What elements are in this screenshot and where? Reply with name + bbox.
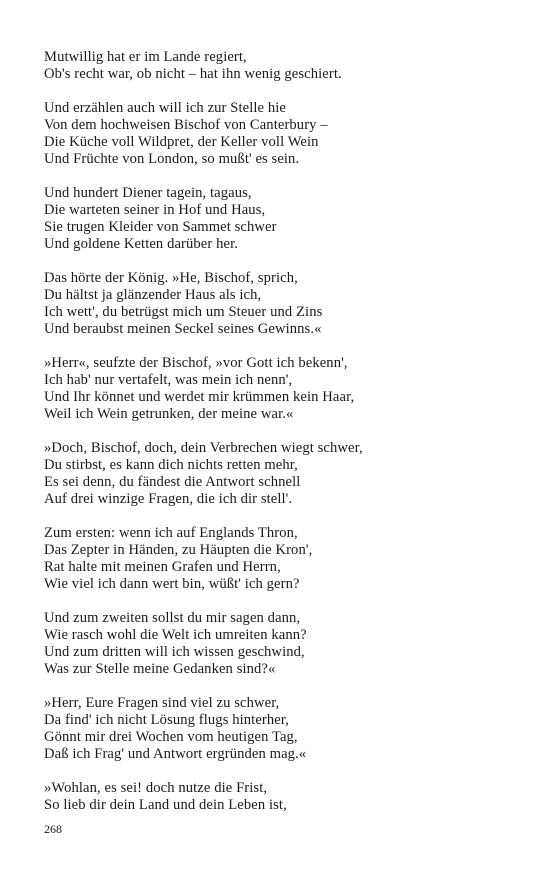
- poem-line: Sie trugen Kleider von Sammet schwer: [44, 219, 277, 235]
- poem-line: Und beraubst meinen Seckel seines Gewinns.«: [44, 321, 322, 337]
- poem-line: »Wohlan, es sei! doch nutze die Frist,: [44, 780, 268, 796]
- stanza: [44, 780, 514, 814]
- stanza: [44, 185, 514, 253]
- poem-line: Was zur Stelle meine Gedanken sind?«: [44, 661, 276, 677]
- poem-line: Da find' ich nicht Lösung flugs hinterher,: [44, 712, 289, 728]
- poem-line: Und Früchte von London, so mußt' es sein.: [44, 151, 300, 167]
- poem-line: »Herr«, seufzte der Bischof, »vor Gott ich bekenn',: [44, 355, 348, 371]
- poem-line: Von dem hochweisen Bischof von Canterbury –: [44, 117, 328, 133]
- stanza: [44, 695, 514, 763]
- poem-line: Ob's recht war, ob nicht – hat ihn wenig geschiert.: [44, 66, 342, 82]
- poem-line: Wie viel ich dann wert bin, wüßt' ich gern?: [44, 576, 300, 592]
- poem-line: Und zum dritten will ich wissen geschwind,: [44, 644, 305, 660]
- poem-line: Und zum zweiten sollst du mir sagen dann,: [44, 610, 301, 626]
- poem-line: Ich hab' nur vertafelt, was mein ich nenn',: [44, 372, 293, 388]
- page-number: 268: [44, 822, 62, 836]
- stanza: [44, 355, 514, 423]
- poem-line: Und goldene Ketten darüber her.: [44, 236, 238, 252]
- stanza: [44, 270, 514, 338]
- poem-line: Zum ersten: wenn ich auf Englands Thron,: [44, 525, 298, 541]
- poem-line: »Doch, Bischof, doch, dein Verbrechen wiegt schwer,: [44, 440, 363, 456]
- poem-line: »Herr, Eure Fragen sind viel zu schwer,: [44, 695, 280, 711]
- poem-line: Wie rasch wohl die Welt ich umreiten kann?: [44, 627, 307, 643]
- poem-line: Mutwillig hat er im Lande regiert,: [44, 49, 247, 65]
- poem-line: Auf drei winzige Fragen, die ich dir stell'.: [44, 491, 293, 507]
- poem-line: Und erzählen auch will ich zur Stelle hie: [44, 100, 286, 116]
- poem-line: Und Ihr könnet und werdet mir krümmen kein Haar,: [44, 389, 355, 405]
- poem-line: So lieb dir dein Land und dein Leben ist,: [44, 797, 287, 813]
- poem-line: Das hörte der König. »He, Bischof, sprich,: [44, 270, 298, 286]
- poem-line: Die Küche voll Wildpret, der Keller voll Wein: [44, 134, 319, 150]
- stanza: [44, 100, 514, 168]
- poem-line: Rat halte mit meinen Grafen und Herrn,: [44, 559, 281, 575]
- poem-line: Die warteten seiner in Hof und Haus,: [44, 202, 266, 218]
- poem-line: Ich wett', du betrügst mich um Steuer und Zins: [44, 304, 323, 320]
- stanza: [44, 525, 514, 593]
- stanza: [44, 610, 514, 678]
- poem-line: Weil ich Wein getrunken, der meine war.«: [44, 406, 294, 422]
- stanza: [44, 49, 514, 83]
- poem-line: Und hundert Diener tagein, tagaus,: [44, 185, 252, 201]
- poem-line: Du stirbst, es kann dich nichts retten mehr,: [44, 457, 298, 473]
- stanza: [44, 440, 514, 508]
- poem-line: Das Zepter in Händen, zu Häupten die Kron',: [44, 542, 313, 558]
- poem-line: Daß ich Frag' und Antwort ergründen mag.«: [44, 746, 307, 762]
- poem-line: Es sei denn, du fändest die Antwort schnell: [44, 474, 301, 490]
- poem-line: Gönnt mir drei Wochen vom heutigen Tag,: [44, 729, 298, 745]
- poem-text: [44, 49, 514, 831]
- poem-line: Du hältst ja glänzender Haus als ich,: [44, 287, 262, 303]
